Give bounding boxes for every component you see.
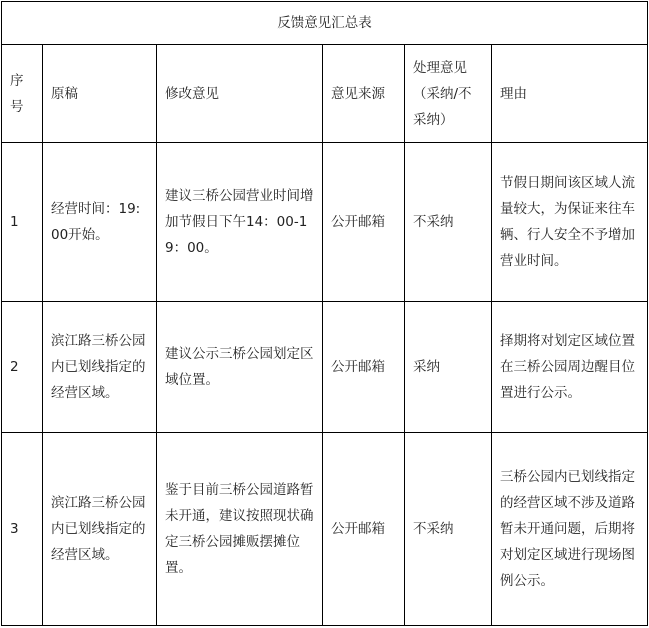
table-title: 反馈意见汇总表 bbox=[2, 2, 648, 45]
title-row bbox=[2, 2, 648, 45]
header-handling: 处理意见（采纳/不采纳） bbox=[405, 45, 492, 143]
cell-suggestion: 建议公示三桥公园划定区域位置。 bbox=[157, 302, 323, 432]
header-original: 原稿 bbox=[43, 45, 157, 143]
cell-source: 公开邮箱 bbox=[323, 143, 405, 302]
header-source: 意见来源 bbox=[323, 45, 405, 143]
header-index: 序号 bbox=[2, 45, 43, 143]
cell-handling: 采纳 bbox=[405, 302, 492, 432]
cell-handling: 不采纳 bbox=[405, 432, 492, 625]
cell-original: 经营时间：19:00开始。 bbox=[43, 143, 157, 302]
cell-suggestion: 鉴于目前三桥公园道路暂未开通，建议按照现状确定三桥公园摊贩摆摊位置。 bbox=[157, 432, 323, 625]
cell-handling: 不采纳 bbox=[405, 143, 492, 302]
feedback-summary-table bbox=[1, 1, 648, 626]
cell-reason: 择期将对划定区域位置在三桥公园周边醒目位置进行公示。 bbox=[492, 302, 648, 432]
header-reason: 理由 bbox=[492, 45, 648, 143]
cell-source: 公开邮箱 bbox=[323, 302, 405, 432]
table-row bbox=[2, 432, 648, 625]
cell-reason: 节假日期间该区域人流量较大，为保证来往车辆、行人安全不予增加营业时间。 bbox=[492, 143, 648, 302]
cell-index: 1 bbox=[2, 143, 43, 302]
cell-original: 滨江路三桥公园内已划线指定的经营区域。 bbox=[43, 432, 157, 625]
cell-index: 2 bbox=[2, 302, 43, 432]
table-row bbox=[2, 302, 648, 432]
header-suggestion: 修改意见 bbox=[157, 45, 323, 143]
cell-reason: 三桥公园内已划线指定的经营区域不涉及道路暂未开通问题，后期将对划定区域进行现场图例公示。 bbox=[492, 432, 648, 625]
header-row bbox=[2, 45, 648, 143]
table-row bbox=[2, 143, 648, 302]
cell-index: 3 bbox=[2, 432, 43, 625]
cell-original: 滨江路三桥公园内已划线指定的经营区域。 bbox=[43, 302, 157, 432]
cell-suggestion: 建议三桥公园营业时间增加节假日下午14：00-19：00。 bbox=[157, 143, 323, 302]
cell-source: 公开邮箱 bbox=[323, 432, 405, 625]
